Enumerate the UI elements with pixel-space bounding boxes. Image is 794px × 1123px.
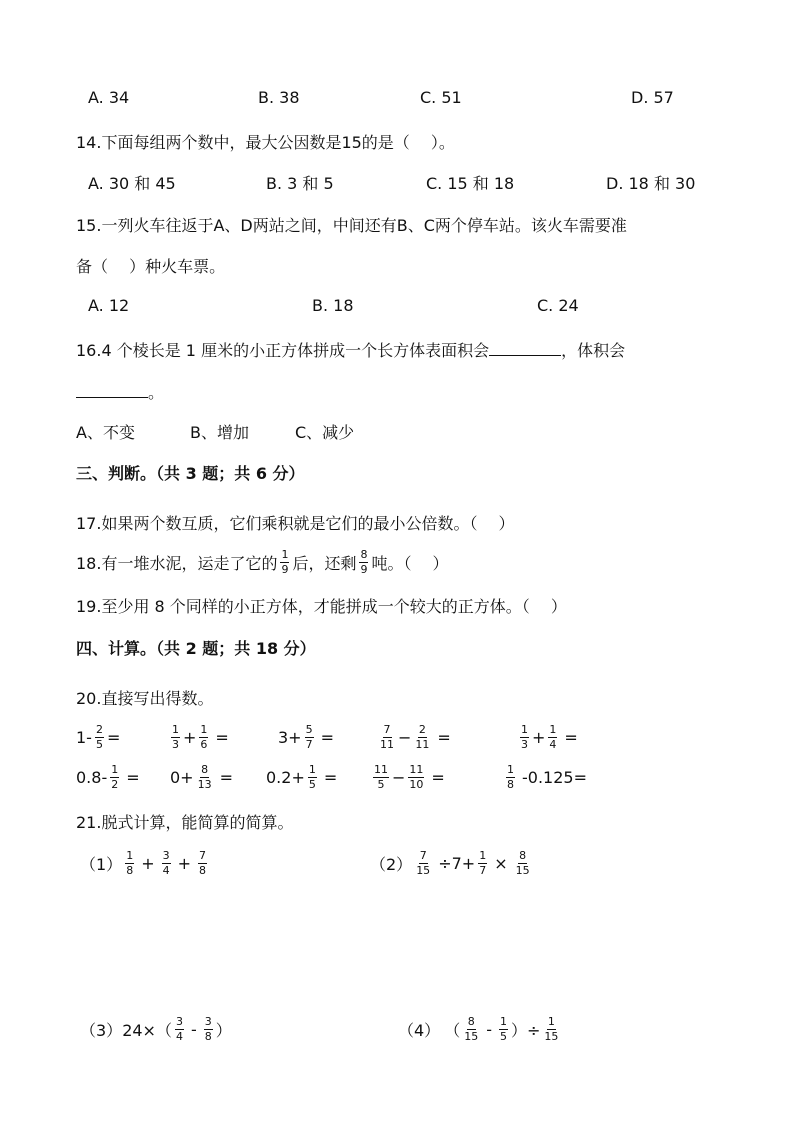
fraction: $\frac{7}{15}$	[416, 848, 431, 877]
q15-stem-line1: 15.一列火车往返于A、D两站之间，中间还有B、C两个停车站。该火车需要准	[76, 216, 627, 235]
fraction: $\frac{1}{6}$	[200, 722, 208, 751]
q20-r1-expr-2: $\frac{1}{3}$ + $\frac{1}{6}$ =	[172, 722, 229, 751]
section-3-heading: 三、判断。（共 3 题；共 6 分）	[76, 464, 305, 483]
q14-option-c: C. 15 和 18	[426, 174, 515, 193]
q13-option-d: D. 57	[631, 88, 674, 107]
q20-r1-expr-4: $\frac{7}{11}$ − $\frac{2}{11}$ =	[380, 722, 451, 751]
q20-r2-expr-5: $\frac{1}{8}$ -0.125=	[507, 762, 587, 791]
q15-option-a: A. 12	[88, 296, 130, 315]
q14-option-d: D. 18 和 30	[606, 174, 696, 193]
fraction: $\frac{7}{11}$	[380, 722, 394, 751]
fraction: $\frac{5}{7}$	[305, 722, 313, 751]
q15-option-c: C. 24	[537, 296, 579, 315]
fraction: $\frac{1}{8}$	[126, 848, 134, 877]
q16-stem-line2	[76, 380, 164, 403]
fraction: $\frac{3}{4}$	[175, 1014, 183, 1043]
q18-fraction-1: $\frac{1}{9}$	[281, 547, 289, 576]
q16-blank-1[interactable]	[489, 355, 561, 356]
fraction: $\frac{1}{3}$	[172, 722, 179, 751]
q21-part-4: （4） （ $\frac{8}{15}$ - $\frac{1}{5}$ ）÷ $\frac{1}{15}$	[398, 1014, 559, 1043]
fraction: $\frac{8}{15}$	[464, 1014, 479, 1043]
fraction: $\frac{11}{5}$	[374, 762, 388, 791]
q18-part1: 18.有一堆水泥，运走了它的	[76, 553, 278, 573]
q13-option-a: A. 34	[88, 88, 130, 107]
fraction: $\frac{2}{11}$	[415, 722, 430, 751]
fraction: $\frac{8}{13}$	[197, 762, 212, 791]
q21-part-3: （3） 24×（ $\frac{3}{4}$ - $\frac{3}{8}$ ）	[80, 1014, 232, 1043]
q18-fraction-2: $\frac{8}{9}$	[360, 547, 368, 576]
fraction: $\frac{1}{8}$	[507, 762, 514, 791]
fraction: $\frac{7}{8}$	[199, 848, 206, 877]
q16-stem-end: 。	[148, 383, 165, 402]
fraction: $\frac{1}{7}$	[479, 848, 487, 877]
q20-r2-expr-2: 0+ $\frac{8}{13}$ =	[170, 762, 233, 791]
fraction: $\frac{8}{15}$	[515, 848, 530, 877]
fraction: $\frac{1}{2}$	[111, 762, 119, 791]
q16-option-a: A、不变	[76, 423, 135, 442]
q15-option-b: B. 18	[312, 296, 354, 315]
q14-stem: 14.下面每组两个数中，最大公因数是15的是（ ）。	[76, 133, 455, 152]
fraction: $\frac{3}{4}$	[162, 848, 170, 877]
q16-stem-line1	[76, 338, 625, 361]
q18-line	[76, 546, 449, 578]
q21-part-1: （1） $\frac{1}{8}$ + $\frac{3}{4}$ + $\frac{7}{8}$	[80, 848, 206, 877]
q20-r2-expr-1: 0.8- $\frac{1}{2}$ =	[76, 762, 140, 791]
q14-option-b: B. 3 和 5	[266, 174, 334, 193]
fraction: $\frac{1}{4}$	[549, 722, 557, 751]
q15-stem-line2: 备（ ）种火车票。	[76, 257, 226, 276]
section-4-heading: 四、计算。（共 2 题；共 18 分）	[76, 639, 316, 658]
q16-blank-2[interactable]	[76, 397, 148, 398]
q21-part-2: （2） $\frac{7}{15}$ ÷7+ $\frac{1}{7}$ × $\frac{8}{15}$	[370, 848, 530, 877]
q20-title: 20.直接写出得数。	[76, 689, 214, 708]
q18-part2: 后，还剩	[292, 553, 357, 573]
q20-r2-expr-4: $\frac{11}{5}$ − $\frac{11}{10}$ =	[374, 762, 445, 791]
fraction: $\frac{11}{10}$	[409, 762, 424, 791]
q13-option-c: C. 51	[420, 88, 462, 107]
q14-option-a: A. 30 和 45	[88, 174, 176, 193]
q16-stem-part2: ，体积会	[561, 341, 626, 360]
q17-text: 17.如果两个数互质，它们乘积就是它们的最小公倍数。（ ）	[76, 514, 515, 533]
q20-r1-expr-3: 3+ $\frac{5}{7}$ =	[278, 722, 334, 751]
q16-stem-part1: 16.4 个棱长是 1 厘米的小正方体拼成一个长方体表面积会	[76, 341, 490, 360]
fraction: $\frac{1}{5}$	[499, 1014, 507, 1043]
fraction: $\frac{1}{3}$	[521, 722, 528, 751]
q16-option-c: C、减少	[295, 423, 355, 442]
fraction: $\frac{1}{5}$	[308, 762, 316, 791]
q16-option-b: B、增加	[190, 423, 249, 442]
fraction: $\frac{2}{5}$	[95, 722, 103, 751]
fraction: $\frac{1}{15}$	[544, 1014, 559, 1043]
q18-part3: 吨。（ ）	[371, 553, 449, 573]
q20-r1-expr-5: $\frac{1}{3}$ + $\frac{1}{4}$ =	[521, 722, 578, 751]
fraction: $\frac{3}{8}$	[204, 1014, 212, 1043]
q20-r1-expr-1: 1- $\frac{2}{5}$ =	[76, 722, 121, 751]
q19-text: 19.至少用 8 个同样的小正方体，才能拼成一个较大的正方体。（ ）	[76, 597, 567, 616]
q21-title: 21.脱式计算，能简算的简算。	[76, 813, 294, 832]
q20-r2-expr-3: 0.2+ $\frac{1}{5}$ =	[266, 762, 338, 791]
q13-option-b: B. 38	[258, 88, 300, 107]
